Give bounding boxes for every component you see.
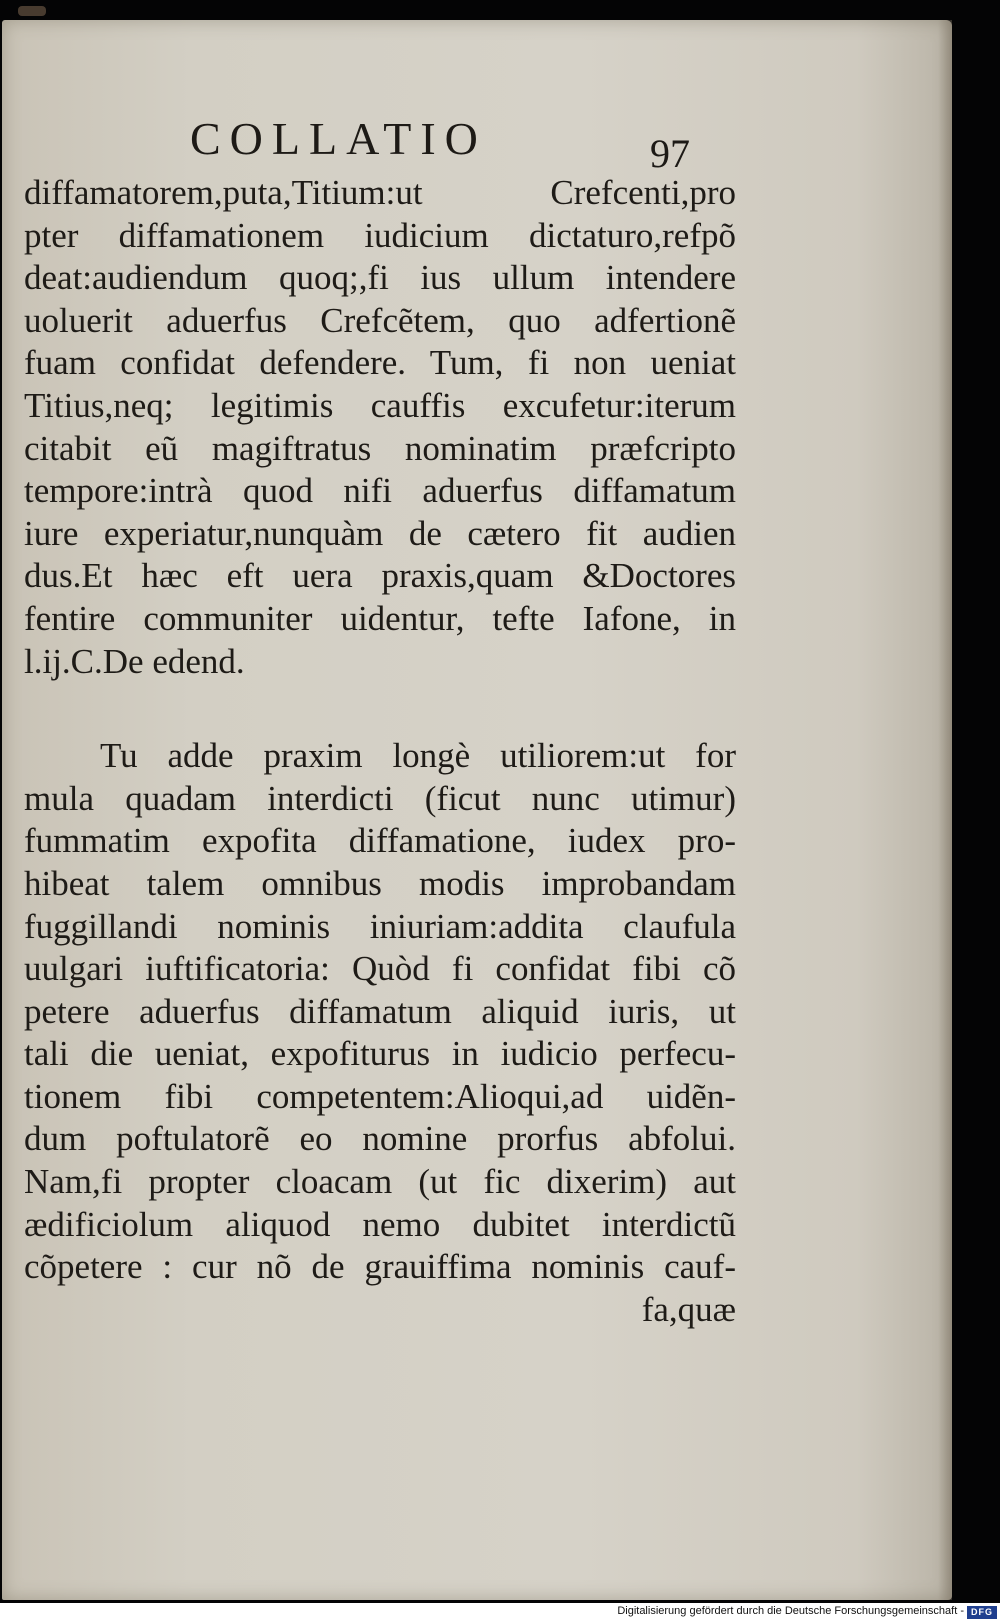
text-line: petere aduerfus diffamatum aliquid iuris, ut bbox=[24, 991, 736, 1031]
text-line: diffamatorem,puta,Titium:ut Crefcenti,pro bbox=[24, 173, 736, 212]
text-line: deat:audiendum quoq;,fi ius ullum intendere bbox=[24, 258, 736, 298]
text-line: Nam,fi propter cloacam (ut fic dixerim) aut bbox=[24, 1162, 736, 1202]
text-line: iure experiatur,nunquàm de cætero fit audien bbox=[24, 513, 736, 553]
text-line: uulgari iuftificatoria: Quòd fi confidat fibi cõ bbox=[24, 949, 736, 989]
text-line: fentire communiter uidentur, tefte Iafone, in bbox=[24, 598, 736, 638]
text-line: tempore:intrà quod nifi aduerfus diffamatum bbox=[24, 471, 736, 511]
dfg-logo: DFG bbox=[967, 1606, 997, 1619]
digitization-footer bbox=[0, 1603, 1000, 1622]
text-line: fuggillandi nominis iniuriam:addita claufula bbox=[24, 906, 736, 946]
book-page bbox=[2, 20, 952, 1600]
footer-credit: Digitalisierung gefördert durch die Deutsche Forschungsgemeinschaft - bbox=[617, 1605, 964, 1617]
text-line: mula quadam interdicti (ficut nunc utimur) bbox=[24, 778, 736, 818]
page-header bbox=[2, 112, 952, 176]
text-line: tionem fibi competentem:Alioqui,ad uidẽn- bbox=[24, 1076, 736, 1116]
text-line: Tu adde praxim longè utiliorem:ut for bbox=[100, 736, 736, 776]
text-line: ædificiolum aliquod nemo dubitet interdictũ bbox=[24, 1204, 736, 1244]
running-head: COLLATIO bbox=[190, 113, 487, 164]
text-line: uoluerit aduerfus Crefcẽtem, quo adfertionẽ bbox=[24, 300, 736, 340]
page-edge-shadow bbox=[938, 20, 952, 1600]
text-line: dus.Et hæc eft uera praxis,quam &Doctores bbox=[24, 556, 736, 596]
text-line: fuam confidat defendere. Tum, fi non ueniat bbox=[24, 343, 736, 383]
text-line: Titius,neq; legitimis cauffis excufetur:iterum bbox=[24, 385, 736, 425]
text-line: hibeat talem omnibus modis improbandam bbox=[24, 863, 736, 903]
text-line: pter diffamationem iudicium dictaturo,refpõ bbox=[24, 215, 736, 255]
page-number: 97 bbox=[650, 131, 690, 176]
text-line: l.ij.C.De edend. bbox=[24, 641, 245, 681]
catchword: fa,quæ bbox=[641, 1289, 736, 1329]
text-line: dum poftulatorẽ eo nomine prorfus abfolui. bbox=[24, 1119, 736, 1159]
text-line: citabit eũ magiftratus nominatim præfcripto bbox=[24, 428, 736, 468]
binding-mark bbox=[18, 6, 46, 16]
text-line: fummatim expofita diffamatione, iudex pro- bbox=[24, 821, 736, 861]
paragraph-1 bbox=[24, 172, 736, 683]
body-text bbox=[24, 172, 736, 1331]
paragraph-gap bbox=[24, 683, 736, 735]
text-line: cõpetere : cur nõ de grauiffima nominis cauf- bbox=[24, 1247, 736, 1287]
paragraph-2 bbox=[24, 735, 736, 1289]
text-line: tali die ueniat, expofiturus in iudicio perfecu- bbox=[24, 1034, 736, 1074]
